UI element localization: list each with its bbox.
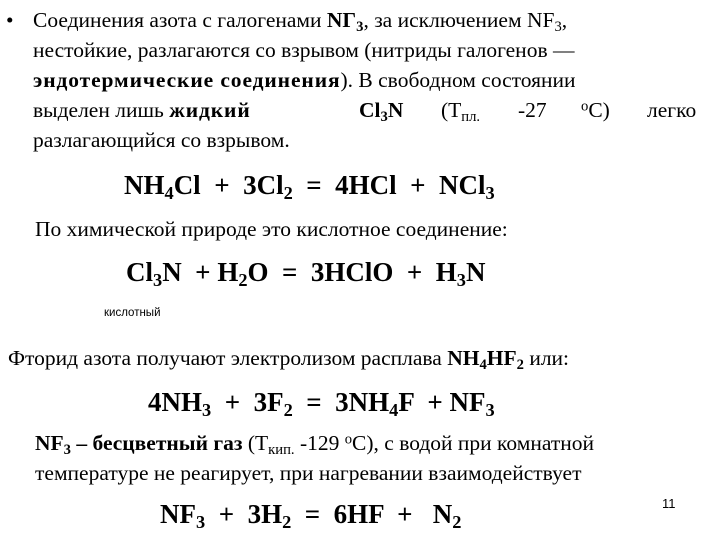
fluoride-production-line: Фторид азота получают электролизом расплава $NH_4HF_2$ или: <box>8 346 570 374</box>
equation-nf3-synthesis: $4NH_3 + 3F_2 = 3NH_4F + NF_3$ <box>148 387 495 421</box>
melting-value: -27 <box>518 98 547 122</box>
bullet-marker: • <box>6 8 14 32</box>
nf3-colorless-gas: $NF_3$ – бесцветный газ <box>35 431 243 459</box>
equation-nf3-hydrogen: $NF_3 + 3H_2 = 6HF + N_2$ <box>160 499 462 533</box>
equation-ncl3-synthesis: $NH_4Cl + 3Cl_2 = 4HCl + NCl_3$ <box>124 170 495 204</box>
intro-line-2: нестойкие, разлагаются со взрывом (нитриды галогенов — <box>33 38 575 62</box>
acidic-note: кислотный <box>104 307 161 319</box>
intro-line-5: разлагающийся со взрывом. <box>33 128 290 152</box>
intro-text: Соединения азота с галогенами <box>33 8 327 32</box>
page-number: 11 <box>662 496 676 511</box>
nh4hf2-formula: $NH_4HF_2$ <box>447 346 524 374</box>
ng3-formula: $NГ_3$ <box>326 8 364 36</box>
nf3-description-line-1: $NF_3$ – бесцветный газ ($Т_{кип.}$ -129 $^о$С), с водой при комнатной <box>35 431 595 459</box>
chemical-nature-line: По химической природе это кислотное соединение: <box>35 217 508 241</box>
easily-word: легко <box>647 98 697 122</box>
melting-unit: $^о$С) <box>581 98 610 122</box>
endothermic-term: эндотермические соединения <box>33 68 341 92</box>
nf3-description-line-2: температуре не реагирует, при нагревании взаимодействует <box>35 461 582 485</box>
intro-line-3: эндотермические соединения). В свободном состоянии <box>33 68 576 92</box>
melting-point: ($Т_{пл.}$ <box>441 98 481 126</box>
intro-line-1: Соединения азота с галогенами $NГ_3$, за исключением $NF_3$, <box>33 8 568 36</box>
equation-cl3n-hydrolysis: $Cl_3N + H_2O$ = 3HClO + $H_3N$ <box>126 257 486 291</box>
liquid-term: жидкий <box>169 98 251 122</box>
cl3n-formula: $Cl_3N$ <box>359 98 404 126</box>
intro-line-4: выделен лишь жидкий $Cl_3N$ ($Т_{пл.}$ -27 $^о$С) легко <box>33 98 697 126</box>
